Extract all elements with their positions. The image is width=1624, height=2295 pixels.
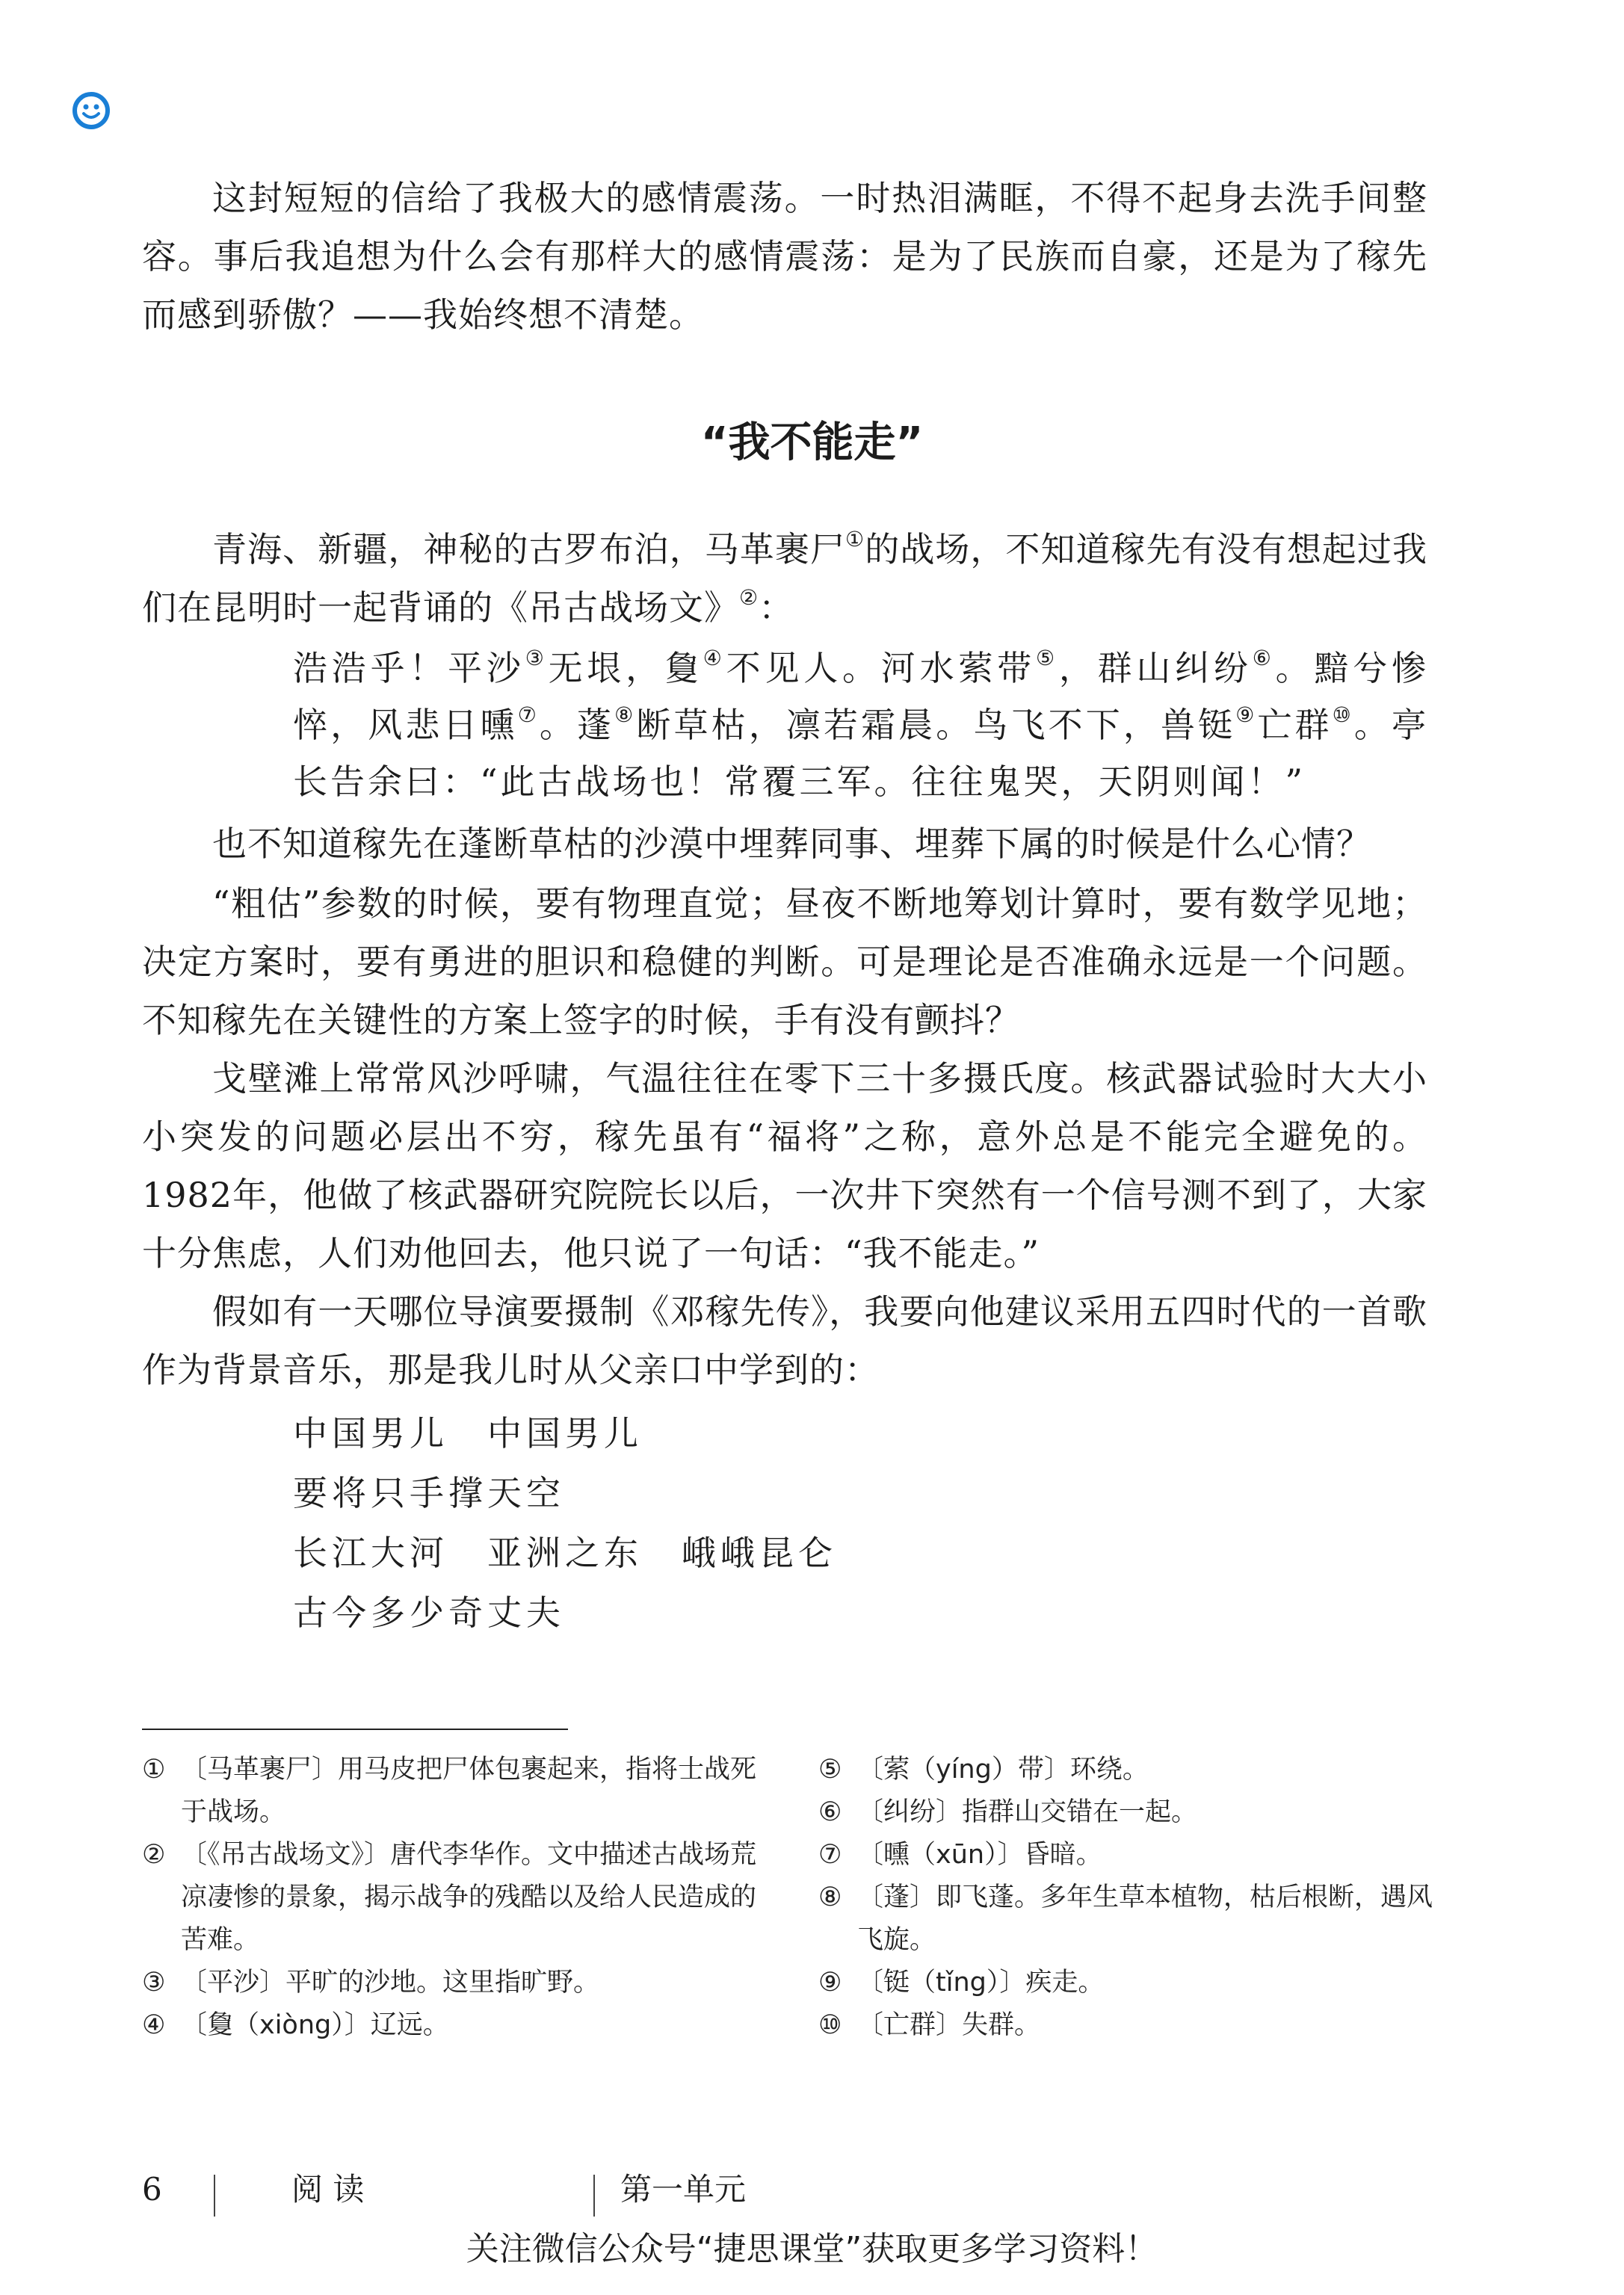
footnote-divider: [142, 1729, 568, 1730]
footnote-item: [142, 1834, 762, 1962]
paragraph-director: 假如有一天哪位导演要摄制《邓稼先传》，我要向他建议采用五四时代的一首歌作为背景音乐，那是我儿时从父亲口中学到的：: [142, 1291, 1427, 1390]
footnote-item: [818, 2004, 1439, 2047]
footnote-number: ⑨: [818, 1968, 842, 1998]
paragraph-gobi: 戈壁滩上常常风沙呼啸，气温往往在零下三十多摄氏度。核武器试验时大大小小突发的问题必层出不穷，稼先虽有“福将”之称，意外总是不能完全避免的。1982年，他做了核武器研究院院长以后，一次井下突然有一个信号测不到了，大家十分焦虑，人们劝他回去，他只说了一句话：“我不能走。”: [142, 1058, 1427, 1273]
footer-divider: [593, 2175, 595, 2217]
footnote-number: ⑤: [818, 1755, 842, 1785]
footnote-item: [818, 1791, 1439, 1834]
quote-segment: 。黯兮惨悴，风悲日曛: [293, 648, 1430, 745]
text-segment: 的战场，不知道稼先有没有想起过我们在昆明时一起背诵的《吊古战场文》: [142, 529, 1428, 628]
page-number: 6: [142, 2171, 162, 2208]
quote-segment: 不见人。河水萦带: [726, 648, 1036, 688]
footnote-item: [142, 1749, 762, 1834]
footnote-item: [142, 1962, 762, 2004]
quote-segment: 无垠，敻: [548, 648, 703, 688]
footnotes-left: [142, 1749, 762, 2047]
footnote-text: 〔亡群〕失群。: [857, 2010, 1041, 2040]
footnote-number: ②: [142, 1840, 166, 1870]
footnote-text: 〔平沙〕平旷的沙地。这里指旷野。: [181, 1968, 600, 1998]
quote-segment: 浩浩乎！平沙: [293, 648, 525, 688]
footnote-item: [818, 1834, 1439, 1877]
paragraph-estimate: “粗估”参数的时候，要有物理直觉；昼夜不断地筹划计算时，要有数学见地；决定方案时，要有勇进的胆识和稳健的判断。可是理论是否准确永远是一个问题。不知稼先在关键性的方案上签字的时候，手有没有颤抖？: [142, 883, 1427, 1040]
footnote-ref-4[interactable]: ④: [703, 646, 726, 670]
footnote-text: 〔蓬〕即飞蓬。多年生草本植物，枯后根断，遇风飞旋。: [857, 1882, 1433, 1955]
footnote-ref-8[interactable]: ⑧: [614, 702, 637, 727]
footnote-text: 〔铤（tǐng）〕疾走。: [857, 1968, 1105, 1998]
page-footer: [142, 2167, 1427, 2220]
footnote-item: [818, 1877, 1439, 1962]
smiley-icon: [72, 91, 111, 130]
footnote-ref-3[interactable]: ③: [525, 646, 549, 670]
footnote-number: ①: [142, 1755, 166, 1785]
text-segment: 青海、新疆，神秘的古罗布泊，马革裹尸: [212, 529, 846, 569]
footnote-number: ④: [142, 2010, 166, 2040]
footnote-ref-7[interactable]: ⑦: [517, 702, 540, 727]
quote-segment: 。蓬: [539, 705, 615, 745]
text-segment: ：: [759, 587, 794, 628]
footer-divider: [214, 2175, 215, 2217]
footnotes-right: [818, 1749, 1439, 2047]
footnote-number: ⑩: [818, 2010, 842, 2040]
promo-text: 关注微信公众号“捷思课堂”获取更多学习资料！: [466, 2230, 1158, 2268]
classical-quote: [293, 640, 1429, 810]
footnote-text: 〔马革裹尸〕用马皮把尸体包裹起来，指将士战死于战场。: [181, 1755, 757, 1827]
section-title: “我不能走”: [700, 418, 924, 467]
song-line: 古今多少奇丈夫: [293, 1593, 565, 1633]
footnote-ref-5[interactable]: ⑤: [1035, 646, 1059, 670]
footnote-ref-9[interactable]: ⑨: [1235, 702, 1258, 727]
footnote-item: [818, 1749, 1439, 1791]
quote-segment: 。亭长告余曰：“此古战场也！常覆三军。往往鬼哭，天阴则闻！”: [293, 705, 1430, 802]
footnote-number: ③: [142, 1968, 166, 1998]
footnote-number: ⑦: [818, 1840, 842, 1870]
quote-segment: 亡群: [1257, 705, 1333, 745]
footnote-ref-2[interactable]: ②: [739, 585, 759, 610]
footnote-text: 〔敻（xiòng）〕辽远。: [181, 2010, 449, 2040]
quote-segment: ，群山纠纷: [1058, 648, 1253, 688]
footnote-text: 〔曛（xūn）〕昏暗。: [857, 1840, 1102, 1870]
footnote-number: ⑧: [818, 1882, 842, 1912]
paragraph-battlefield: [142, 520, 1427, 637]
intro-paragraph: 这封短短的信给了我极大的感情震荡。一时热泪满眶，不得不起身去洗手间整容。事后我追想为什么会有那样大的感情震荡：是为了民族而自豪，还是为了稼先而感到骄傲？——我始终想不清楚。: [142, 178, 1427, 335]
paragraph-desert: 也不知道稼先在蓬断草枯的沙漠中埋葬同事、埋葬下属的时候是什么心情？: [212, 824, 1371, 864]
footnote-ref-1[interactable]: ①: [845, 527, 865, 552]
song-line: 中国男儿 中国男儿: [293, 1413, 643, 1454]
footnote-ref-10[interactable]: ⑩: [1332, 702, 1354, 727]
footnote-ref-6[interactable]: ⑥: [1252, 646, 1276, 670]
footnote-text: 〔萦（yíng）带〕环绕。: [857, 1755, 1149, 1785]
footnote-text: 〔《吊古战场文》〕唐代李华作。文中描述古战场荒凉凄惨的景象，揭示战争的残酷以及给人民造成的苦难。: [181, 1840, 757, 1955]
song-line: 长江大河 亚洲之东 峨峨昆仑: [293, 1533, 837, 1573]
song-line: 要将只手撑天空: [293, 1473, 565, 1513]
footnote-item: [142, 2004, 762, 2047]
footer-section: 阅 读: [291, 2171, 365, 2208]
footnote-text: 〔纠纷〕指群山交错在一起。: [857, 1797, 1198, 1827]
footnote-number: ⑥: [818, 1797, 842, 1827]
quote-segment: 断草枯，凛若霜晨。鸟飞不下，兽铤: [636, 705, 1236, 745]
footer-unit: 第一单元: [620, 2171, 747, 2208]
footnote-item: [818, 1962, 1439, 2004]
